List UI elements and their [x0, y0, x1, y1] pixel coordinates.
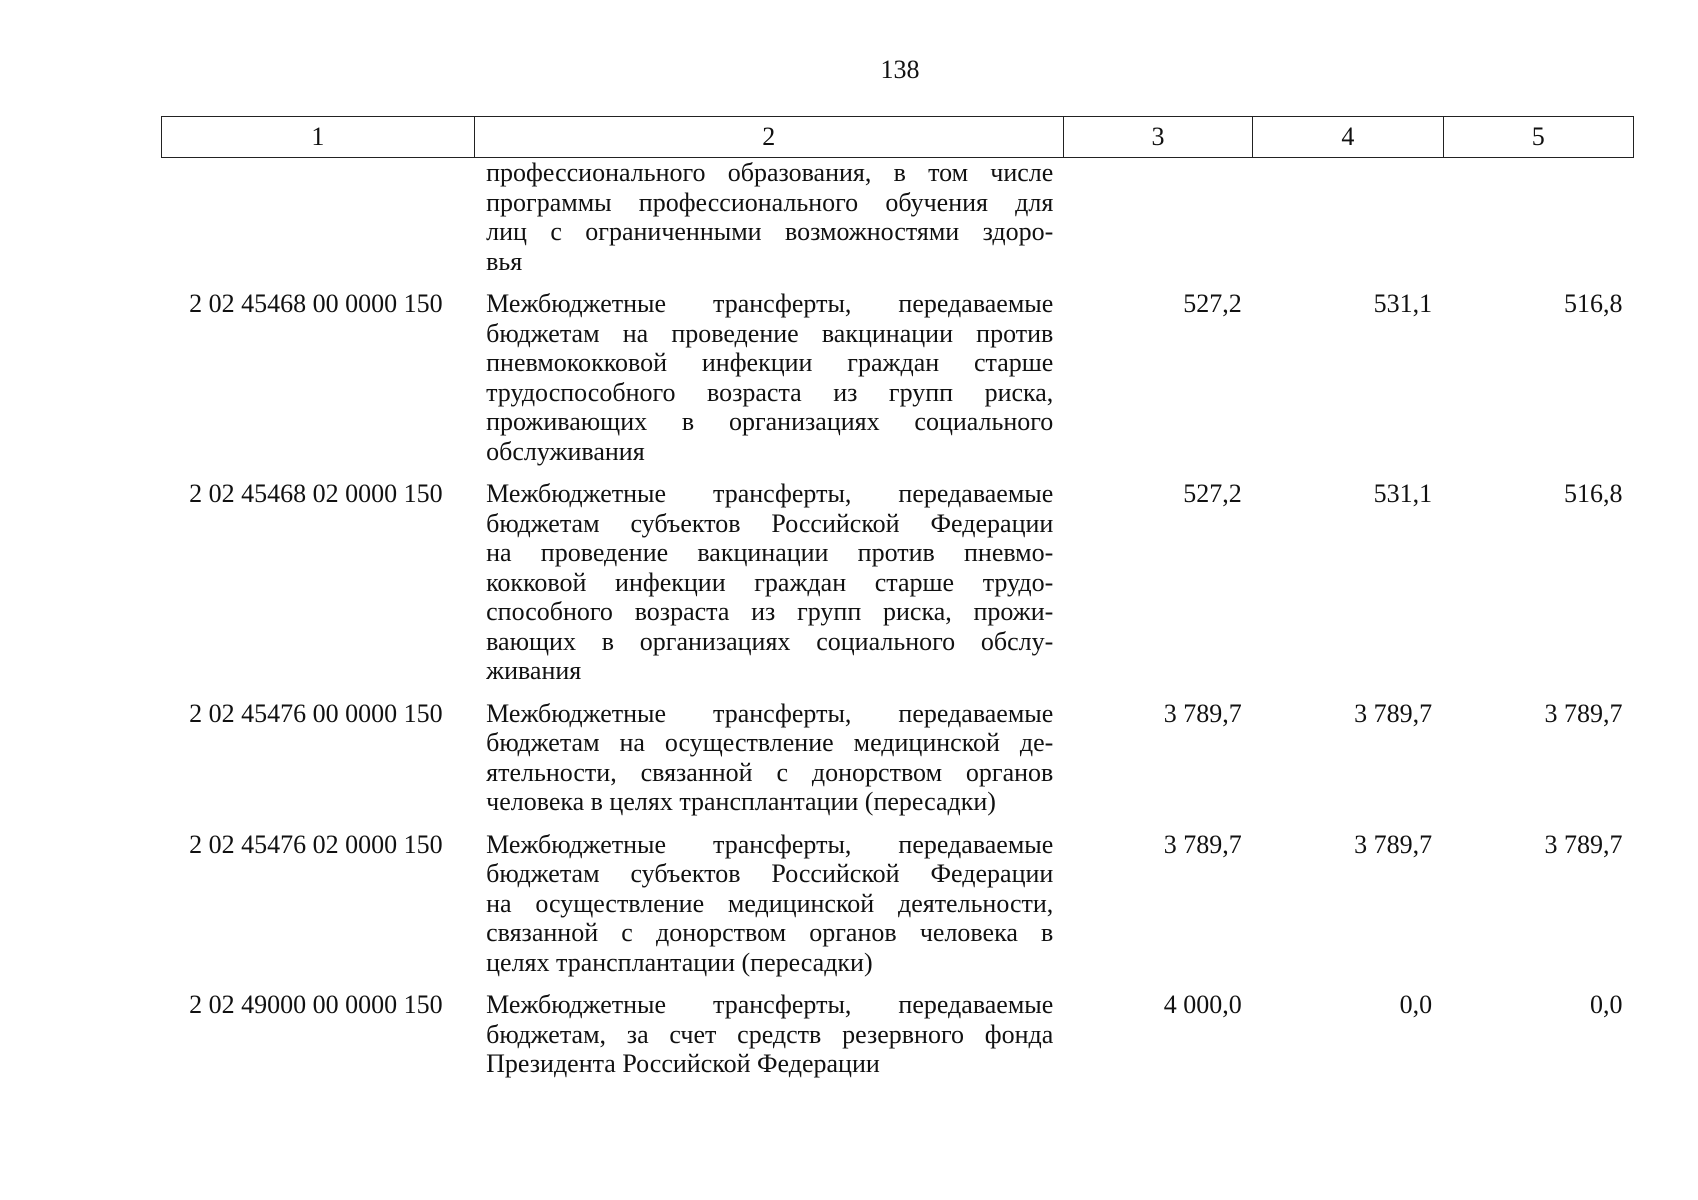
- budget-code: 2 02 45468 02 0000 150: [189, 479, 443, 508]
- continuation-col5: [1443, 158, 1633, 283]
- amount-col5: 516,8: [1564, 289, 1623, 318]
- row-description: [474, 983, 1063, 1085]
- description-line: вья: [486, 246, 523, 276]
- budget-code: 2 02 45468 00 0000 150: [189, 289, 443, 318]
- description-line: Межбюджетные трансферты, передаваемые: [486, 479, 1054, 508]
- header-row: [162, 117, 1634, 158]
- amount-col4: 3 789,7: [1354, 698, 1433, 728]
- row-description: [474, 472, 1063, 692]
- continuation-row: [162, 158, 1634, 283]
- amount-col4: 531,1: [1373, 289, 1433, 318]
- row-description: [474, 823, 1063, 984]
- budget-table: [161, 116, 1634, 1085]
- amount-col3: 527,2: [1183, 289, 1242, 318]
- amount-col4: 531,1: [1373, 479, 1433, 508]
- budget-code: 2 02 49000 00 0000 150: [189, 990, 443, 1019]
- row-description: [474, 692, 1063, 823]
- description-line: ятельности, связанной с донорством органов: [486, 757, 1054, 787]
- amount-col5: 0,0: [1590, 990, 1623, 1019]
- description-line: бюджетам субъектов Российской Федерации: [486, 859, 1054, 888]
- amount-col5: 3 789,7: [1544, 829, 1623, 859]
- table-row: [162, 472, 1634, 692]
- description-line: лиц с ограниченными возможностями здоро-: [486, 217, 1054, 246]
- continuation-col3: [1063, 158, 1252, 283]
- continuation-description: [474, 158, 1063, 283]
- description-line: кокковой инфекции граждан старше трудо-: [486, 567, 1054, 597]
- budget-code: 2 02 45476 02 0000 150: [189, 829, 443, 859]
- description-line: Межбюджетные трансферты, передаваемые: [486, 698, 1054, 728]
- header-col-2: 2: [474, 117, 1063, 158]
- description-line: живания: [486, 656, 582, 685]
- description-line: пневмококковой инфекции граждан старше: [486, 348, 1054, 377]
- description-line: Межбюджетные трансферты, передаваемые: [486, 990, 1054, 1019]
- description-line: бюджетам на проведение вакцинации против: [486, 318, 1054, 348]
- description-line: проживающих в организациях социального: [486, 407, 1054, 436]
- header-col-1: 1: [162, 117, 475, 158]
- description-line: Межбюджетные трансферты, передаваемые: [486, 829, 1054, 859]
- header-col-4: 4: [1253, 117, 1443, 158]
- description-line: Межбюджетные трансферты, передаваемые: [486, 289, 1054, 318]
- amount-col3: 4 000,0: [1163, 990, 1242, 1019]
- description-line: на проведение вакцинации против пневмо-: [486, 538, 1054, 567]
- table-row: [162, 983, 1634, 1085]
- description-line: бюджетам на осуществление медицинской де-: [486, 728, 1054, 757]
- description-line: способного возраста из групп риска, прожи-: [486, 597, 1054, 626]
- description-line: программы профессионального обучения для: [486, 187, 1054, 217]
- table-body: [162, 158, 1634, 1085]
- description-line: бюджетам, за счет средств резервного фонда: [486, 1019, 1054, 1049]
- amount-col5: 3 789,7: [1544, 698, 1623, 728]
- description-line: обслуживания: [486, 436, 645, 466]
- table-row: [162, 692, 1634, 823]
- description-line: Президента Российской Федерации: [486, 1049, 880, 1078]
- description-line: бюджетам субъектов Российской Федерации: [486, 508, 1054, 538]
- row-description: [474, 282, 1063, 472]
- amount-col4: 0,0: [1399, 990, 1433, 1019]
- description-line: трудоспособного возраста из групп риска,: [486, 377, 1054, 407]
- amount-col3: 3 789,7: [1163, 698, 1242, 728]
- header-col-5: 5: [1443, 117, 1633, 158]
- amount-col3: 527,2: [1183, 479, 1242, 508]
- table-row: [162, 282, 1634, 472]
- header-col-3: 3: [1063, 117, 1252, 158]
- description-line: целях трансплантации (пересадки): [486, 947, 873, 977]
- description-line: профессионального образования, в том числе: [486, 158, 1054, 187]
- description-line: человека в целях трансплантации (пересадки): [486, 787, 996, 816]
- description-line: вающих в организациях социального обслу-: [486, 626, 1054, 656]
- continuation-code-cell: [162, 158, 475, 283]
- amount-col3: 3 789,7: [1163, 829, 1242, 859]
- budget-code: 2 02 45476 00 0000 150: [189, 698, 443, 728]
- amount-col4: 3 789,7: [1354, 829, 1433, 859]
- description-line: на осуществление медицинской деятельности,: [486, 888, 1054, 918]
- continuation-col4: [1253, 158, 1443, 283]
- table-header: [162, 117, 1634, 158]
- description-line: связанной с донорством органов человека в: [486, 918, 1054, 947]
- page-number: 138: [880, 55, 920, 84]
- table-row: [162, 823, 1634, 984]
- amount-col5: 516,8: [1564, 479, 1623, 508]
